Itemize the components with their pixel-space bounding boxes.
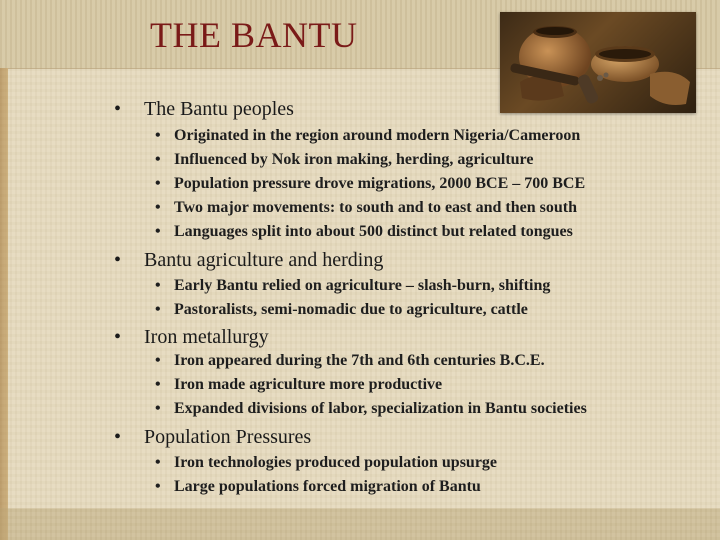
list-item-text: Iron appeared during the 7th and 6th centuries B.C.E. — [174, 352, 545, 369]
bullet: • — [155, 127, 161, 144]
list-item-text: Originated in the region around modern Nigeria/Cameroon — [174, 127, 581, 144]
bullet: • — [155, 223, 161, 240]
pottery-artifacts-photo — [500, 12, 696, 113]
bullet: • — [155, 400, 161, 417]
list-item-text: Languages split into about 500 distinct but related tongues — [174, 223, 573, 240]
list-item-text: Population pressure drove migrations, 2000 BCE – 700 BCE — [174, 175, 586, 192]
bullet: • — [155, 151, 161, 168]
bullet: • — [114, 249, 122, 271]
bullet: • — [155, 352, 161, 369]
section-heading-text: Population Pressures — [144, 426, 312, 448]
slide-title: THE BANTU — [150, 15, 358, 55]
pottery-artifacts-icon — [500, 12, 696, 113]
list-item-text: Pastoralists, semi-nomadic due to agriculture, cattle — [174, 301, 528, 318]
left-accent-bar — [0, 68, 8, 540]
section-heading-text: Iron metallurgy — [144, 326, 269, 348]
bullet: • — [155, 301, 161, 318]
list-item-text: Influenced by Nok iron making, herding, agriculture — [174, 151, 534, 168]
bullet: • — [155, 454, 161, 471]
bullet: • — [114, 98, 122, 120]
list-item-text: Expanded divisions of labor, specialization in Bantu societies — [174, 400, 587, 417]
bullet: • — [155, 175, 161, 192]
list-item-text: Iron made agriculture more productive — [174, 376, 443, 393]
bullet: • — [155, 376, 161, 393]
list-item-text: Large populations forced migration of Bantu — [174, 478, 481, 495]
list-item-text: Two major movements: to south and to east and then south — [174, 199, 577, 216]
bullet: • — [114, 426, 122, 448]
list-item-text: Early Bantu relied on agriculture – slash-burn, shifting — [174, 277, 551, 294]
bullet: • — [155, 199, 161, 216]
section-heading-text: Bantu agriculture and herding — [144, 249, 384, 271]
list-item-text: Iron technologies produced population upsurge — [174, 454, 498, 471]
section-heading-text: The Bantu peoples — [144, 98, 294, 120]
bullet: • — [155, 277, 161, 294]
bullet: • — [155, 478, 161, 495]
bullet: • — [114, 326, 122, 348]
footer-band — [0, 508, 720, 540]
